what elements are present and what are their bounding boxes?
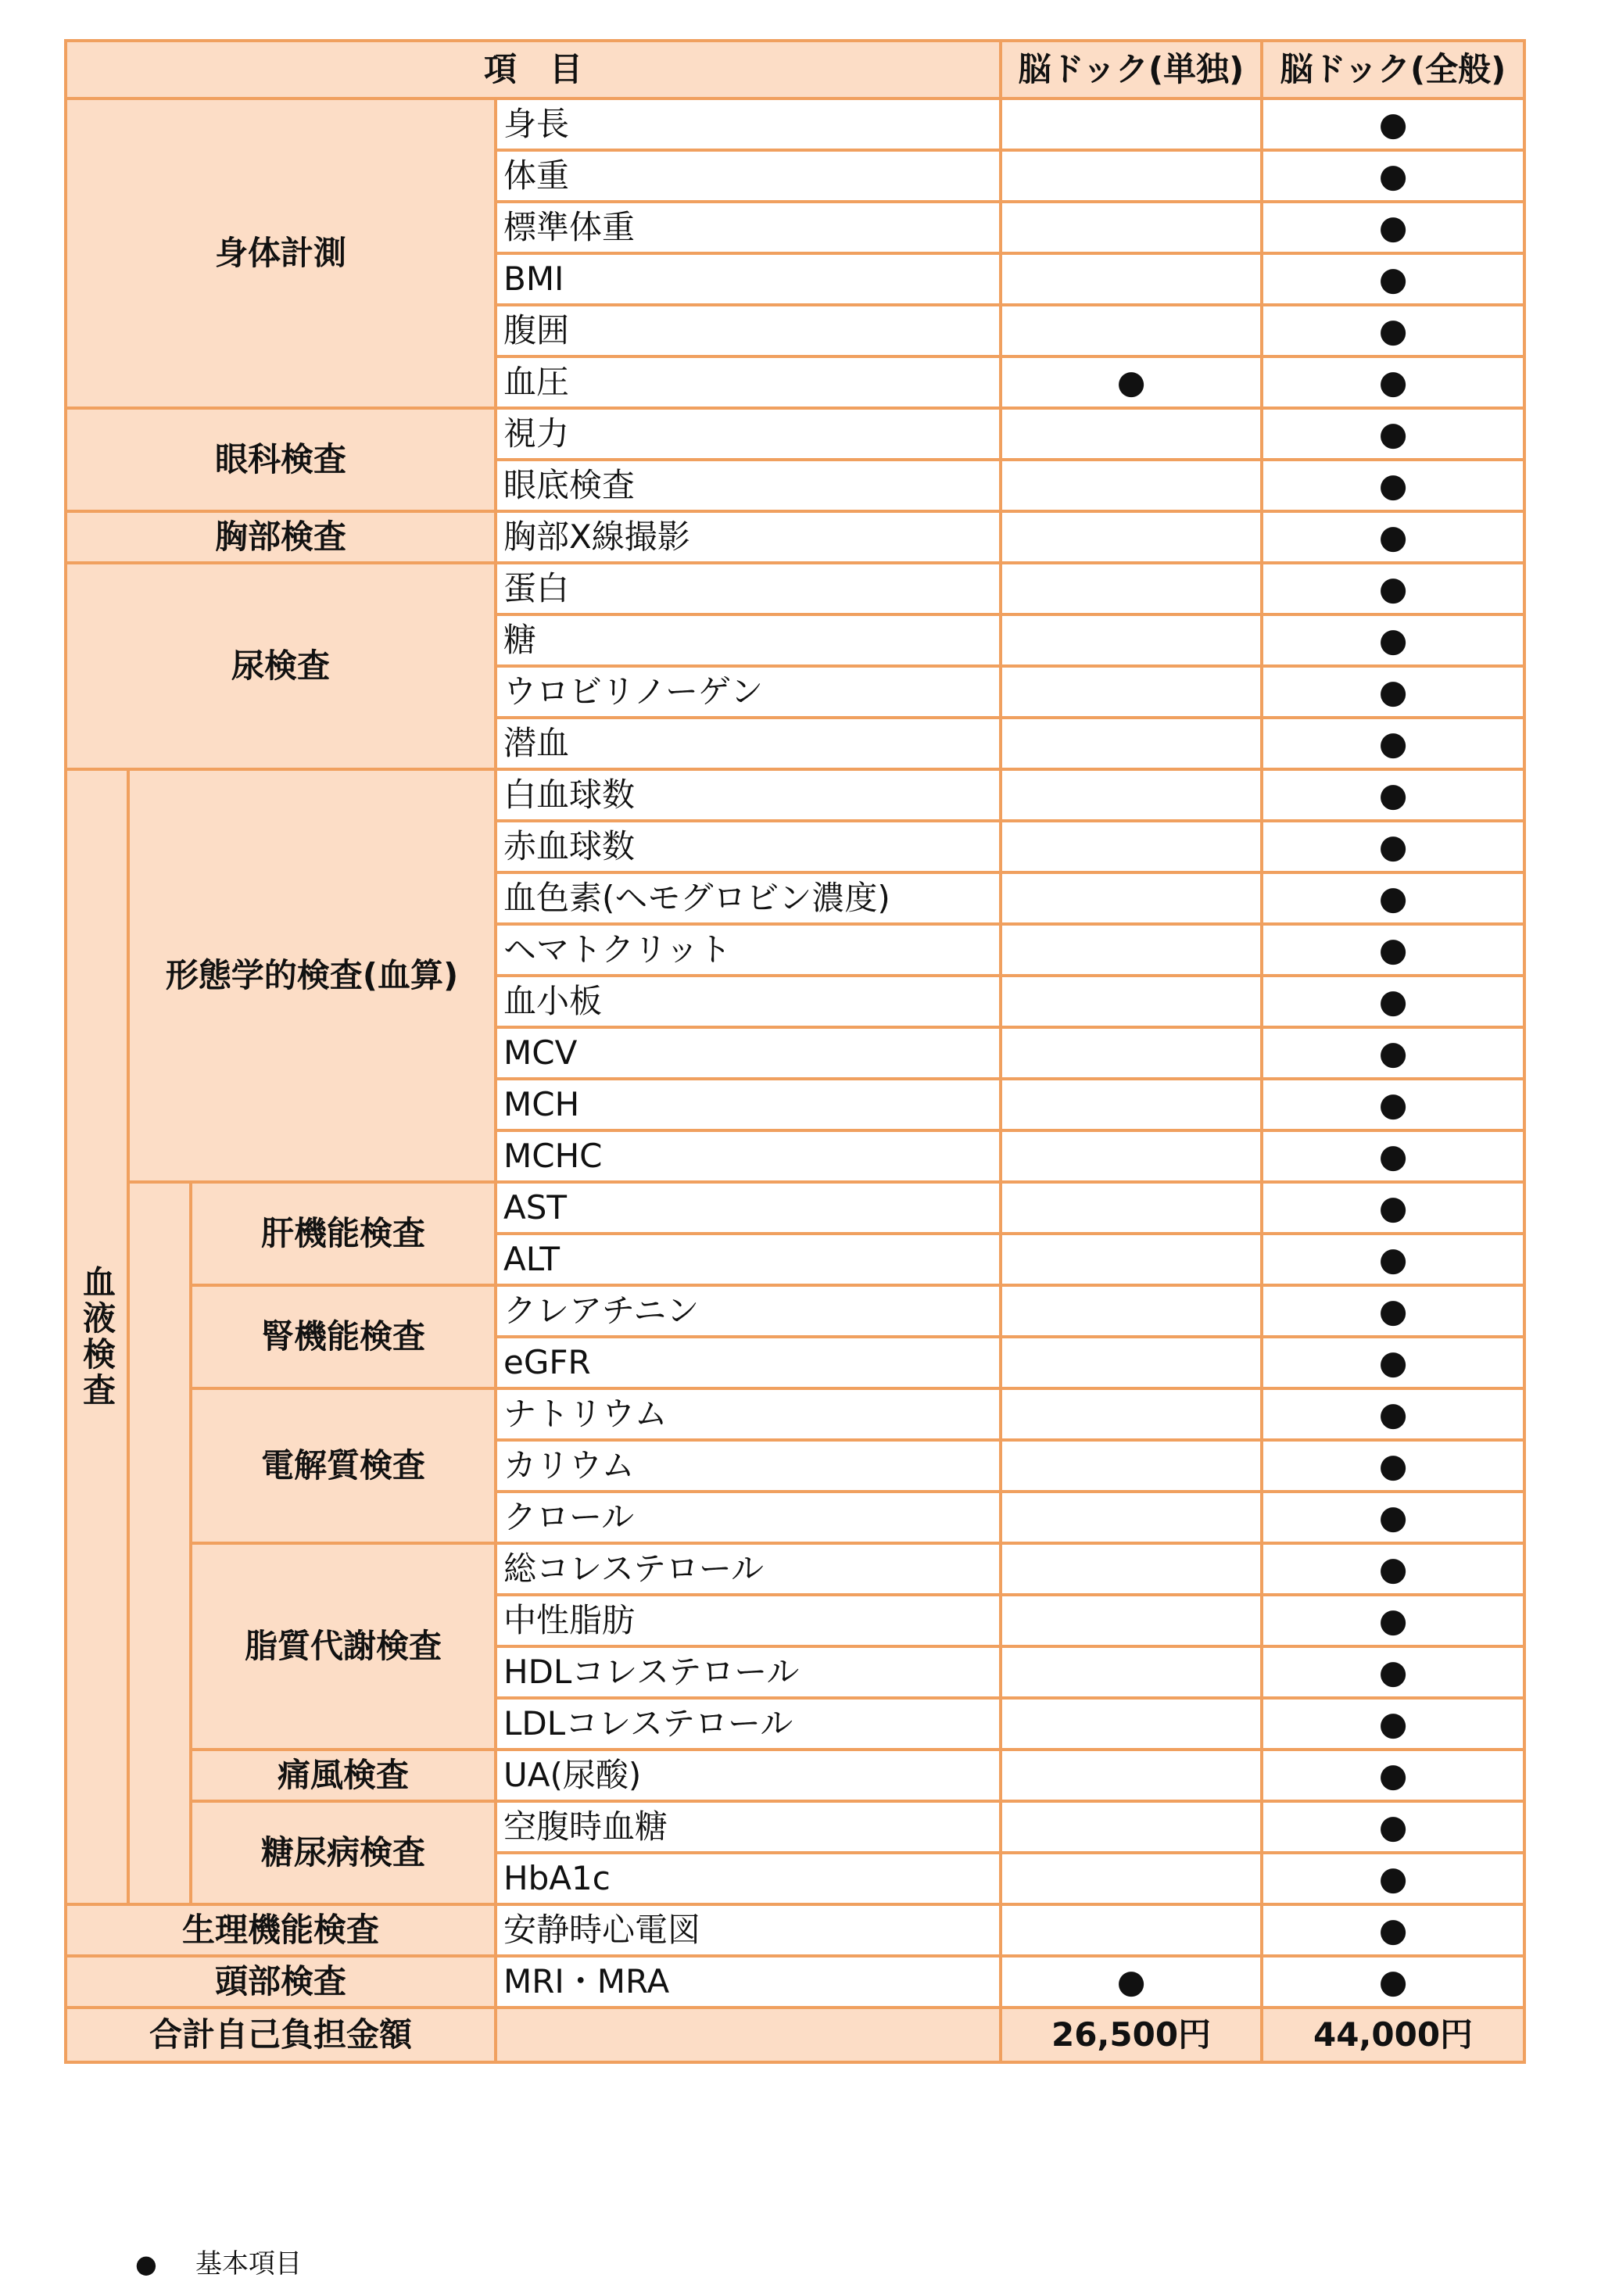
single-mark <box>1001 718 1262 769</box>
item-label: LDLコレステロール <box>496 1698 1001 1750</box>
item-label: UA(尿酸) <box>496 1750 1001 1801</box>
full-mark: ● <box>1262 563 1524 614</box>
table-header-row <box>66 41 1524 99</box>
single-mark <box>1001 99 1262 150</box>
single-mark <box>1001 1543 1262 1595</box>
exam-items-table <box>64 39 1526 2064</box>
single-mark <box>1001 150 1262 202</box>
category-electro: 電解質検査 <box>191 1388 496 1543</box>
table-row <box>66 1801 1524 1853</box>
header-full: 脳ドック(全般) <box>1262 41 1524 99</box>
category-eye: 眼科検査 <box>66 408 496 511</box>
item-label: 血小板 <box>496 976 1001 1027</box>
table-row <box>66 511 1524 563</box>
single-mark <box>1001 614 1262 666</box>
full-mark: ● <box>1262 1027 1524 1079</box>
single-mark <box>1001 976 1262 1027</box>
item-label: ALT <box>496 1234 1001 1285</box>
item-label: 中性脂肪 <box>496 1595 1001 1646</box>
item-label: 総コレステロール <box>496 1543 1001 1595</box>
full-mark: ● <box>1262 356 1524 408</box>
item-label: 白血球数 <box>496 769 1001 821</box>
header-single: 脳ドック(単独) <box>1001 41 1262 99</box>
item-label: クレアチニン <box>496 1285 1001 1337</box>
item-label: MCHC <box>496 1130 1001 1182</box>
category-lipid: 脂質代謝検査 <box>191 1543 496 1750</box>
single-mark <box>1001 872 1262 924</box>
full-mark: ● <box>1262 99 1524 150</box>
item-label: 安静時心電図 <box>496 1904 1001 1956</box>
category-gout: 痛風検査 <box>191 1750 496 1801</box>
full-mark: ● <box>1262 1440 1524 1492</box>
item-label: 空腹時血糖 <box>496 1801 1001 1853</box>
single-mark <box>1001 1750 1262 1801</box>
item-label: MCH <box>496 1079 1001 1130</box>
total-full: 44,000円 <box>1262 2008 1524 2062</box>
full-mark: ● <box>1262 872 1524 924</box>
category-kidney: 腎機能検査 <box>191 1285 496 1388</box>
single-mark <box>1001 1595 1262 1646</box>
full-mark: ● <box>1262 1853 1524 1904</box>
item-label: BMI <box>496 253 1001 305</box>
full-mark: ● <box>1262 1285 1524 1337</box>
item-label: 血色素(ヘモグロビン濃度) <box>496 872 1001 924</box>
full-mark: ● <box>1262 1337 1524 1388</box>
item-label: 腹囲 <box>496 305 1001 356</box>
full-mark: ● <box>1262 150 1524 202</box>
single-mark <box>1001 1285 1262 1337</box>
item-label: 血圧 <box>496 356 1001 408</box>
table-row <box>66 1750 1524 1801</box>
full-mark: ● <box>1262 1543 1524 1595</box>
full-mark: ● <box>1262 202 1524 253</box>
full-mark: ● <box>1262 1492 1524 1543</box>
header-item: 項 目 <box>66 41 1001 99</box>
full-mark: ● <box>1262 1801 1524 1853</box>
full-mark: ● <box>1262 718 1524 769</box>
single-mark <box>1001 1027 1262 1079</box>
item-label: 蛋白 <box>496 563 1001 614</box>
item-label: 赤血球数 <box>496 821 1001 872</box>
full-mark: ● <box>1262 1182 1524 1234</box>
item-label: ウロビリノーゲン <box>496 666 1001 718</box>
single-mark <box>1001 666 1262 718</box>
table-row <box>66 563 1524 614</box>
full-mark: ● <box>1262 305 1524 356</box>
blood-subgroup-spacer <box>128 1182 191 1904</box>
single-mark <box>1001 1388 1262 1440</box>
full-mark: ● <box>1262 1698 1524 1750</box>
item-label: HDLコレステロール <box>496 1646 1001 1698</box>
item-label: eGFR <box>496 1337 1001 1388</box>
full-mark: ● <box>1262 1595 1524 1646</box>
item-label: MRI・MRA <box>496 1956 1001 2008</box>
item-label: AST <box>496 1182 1001 1234</box>
full-mark: ● <box>1262 511 1524 563</box>
item-label: ヘマトクリット <box>496 924 1001 976</box>
full-mark: ● <box>1262 976 1524 1027</box>
full-mark: ● <box>1262 253 1524 305</box>
single-mark: ● <box>1001 356 1262 408</box>
item-label: 糖 <box>496 614 1001 666</box>
full-mark: ● <box>1262 1956 1524 2008</box>
full-mark: ● <box>1262 1750 1524 1801</box>
table-row <box>66 99 1524 150</box>
item-label: クロール <box>496 1492 1001 1543</box>
full-mark: ● <box>1262 1646 1524 1698</box>
single-mark <box>1001 1337 1262 1388</box>
legend <box>134 2242 302 2280</box>
category-chest: 胸部検査 <box>66 511 496 563</box>
item-label: 視力 <box>496 408 1001 460</box>
full-mark: ● <box>1262 460 1524 511</box>
legend-text: 基本項目 <box>195 2248 302 2280</box>
single-mark <box>1001 202 1262 253</box>
table-row <box>66 1956 1524 2008</box>
total-empty <box>496 2008 1001 2062</box>
single-mark <box>1001 1492 1262 1543</box>
item-label: 眼底検査 <box>496 460 1001 511</box>
item-label: 体重 <box>496 150 1001 202</box>
single-mark <box>1001 1130 1262 1182</box>
total-row <box>66 2008 1524 2062</box>
single-mark <box>1001 1646 1262 1698</box>
item-label: 身長 <box>496 99 1001 150</box>
item-label: 標準体重 <box>496 202 1001 253</box>
single-mark <box>1001 1698 1262 1750</box>
full-mark: ● <box>1262 769 1524 821</box>
single-mark <box>1001 1801 1262 1853</box>
full-mark: ● <box>1262 924 1524 976</box>
single-mark <box>1001 1904 1262 1956</box>
category-body_measure: 身体計測 <box>66 99 496 408</box>
total-label: 合計自己負担金額 <box>66 2008 496 2062</box>
single-mark <box>1001 769 1262 821</box>
total-single: 26,500円 <box>1001 2008 1262 2062</box>
item-label: ナトリウム <box>496 1388 1001 1440</box>
item-label: 胸部X線撮影 <box>496 511 1001 563</box>
category-head: 頭部検査 <box>66 1956 496 2008</box>
single-mark <box>1001 408 1262 460</box>
category-blood: 血液検査 <box>66 769 128 1904</box>
category-liver: 肝機能検査 <box>191 1182 496 1285</box>
table-row <box>66 1182 1524 1234</box>
single-mark <box>1001 305 1262 356</box>
full-mark: ● <box>1262 1904 1524 1956</box>
single-mark <box>1001 1234 1262 1285</box>
item-label: HbA1c <box>496 1853 1001 1904</box>
table-row <box>66 1285 1524 1337</box>
single-mark <box>1001 1440 1262 1492</box>
category-diabetes: 糖尿病検査 <box>191 1801 496 1904</box>
full-mark: ● <box>1262 1388 1524 1440</box>
table-row <box>66 769 1524 821</box>
full-mark: ● <box>1262 666 1524 718</box>
category-morph: 形態学的検査(血算) <box>128 769 496 1182</box>
full-mark: ● <box>1262 1234 1524 1285</box>
single-mark <box>1001 563 1262 614</box>
single-mark <box>1001 821 1262 872</box>
single-mark <box>1001 1853 1262 1904</box>
full-mark: ● <box>1262 1130 1524 1182</box>
table-row <box>66 1543 1524 1595</box>
single-mark <box>1001 924 1262 976</box>
full-mark: ● <box>1262 821 1524 872</box>
category-urine: 尿検査 <box>66 563 496 769</box>
single-mark <box>1001 1079 1262 1130</box>
legend-bullet-icon: ● <box>135 2249 157 2279</box>
item-label: カリウム <box>496 1440 1001 1492</box>
item-label: MCV <box>496 1027 1001 1079</box>
single-mark <box>1001 1182 1262 1234</box>
full-mark: ● <box>1262 614 1524 666</box>
table-row <box>66 1904 1524 1956</box>
single-mark: ● <box>1001 1956 1262 2008</box>
table-row <box>66 1388 1524 1440</box>
table-row <box>66 408 1524 460</box>
full-mark: ● <box>1262 1079 1524 1130</box>
single-mark <box>1001 253 1262 305</box>
single-mark <box>1001 460 1262 511</box>
full-mark: ● <box>1262 408 1524 460</box>
item-label: 潜血 <box>496 718 1001 769</box>
category-physio: 生理機能検査 <box>66 1904 496 1956</box>
single-mark <box>1001 511 1262 563</box>
